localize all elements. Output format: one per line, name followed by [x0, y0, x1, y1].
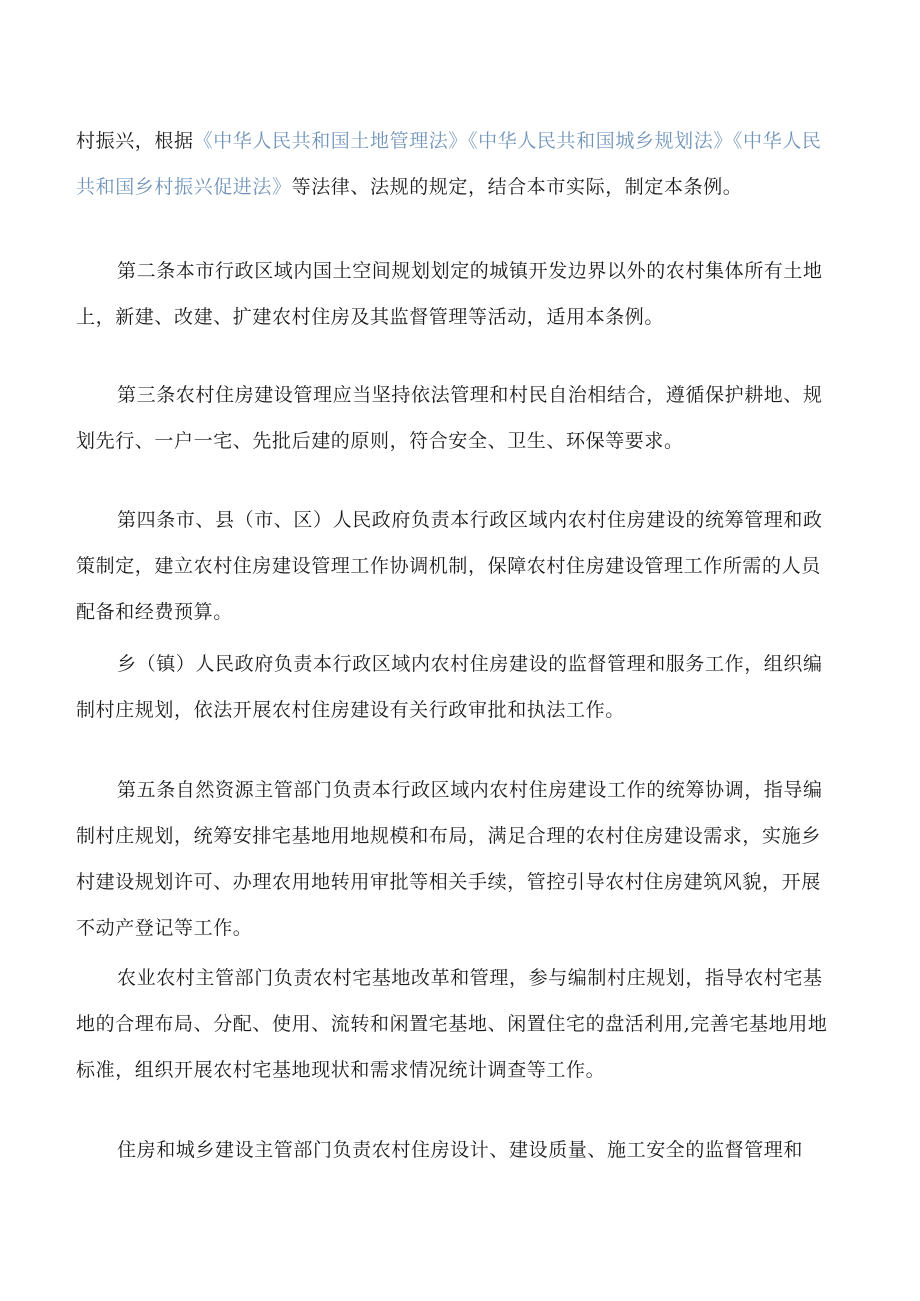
law-link-land-management[interactable]: 《中华人民共和国土地管理法》 — [193, 130, 469, 152]
paragraph-article-5-housing: 住房和城乡建设主管部门负责农村住房设计、建设质量、施工安全的监督管理和 — [117, 1139, 804, 1161]
paragraph-article-5: 第五条自然资源主管部门负责本行政区域内农村住房建设工作的统筹协调，指导编制村庄规划，统筹安排宅基地用地规模和布局，满足合理的农村住房建设需求，实施乡村建设规划许可、办理农用地转用审批等相关手续，管控引导农村住房建筑风貌，开展不动产登记等工作。 — [76, 779, 823, 939]
paragraph-article-5-agriculture: 农业农村主管部门负责农村宅基地改革和管理，参与编制村庄规划，指导农村宅基地的合理布局、分配、使用、流转和闲置宅基地、闲置住宅的盘活利用,完善宅基地用地标准，组织开展农村宅基地现状和需求情况统计调查等工作。 — [76, 967, 828, 1081]
paragraph-article-4: 第四条市、县（市、区）人民政府负责本行政区域内农村住房建设的统筹管理和政策制定，建立农村住房建设管理工作协调机制，保障农村住房建设管理工作所需的人员配备和经费预算。 — [76, 509, 823, 623]
paragraph-article-3: 第三条农村住房建设管理应当坚持依法管理和村民自治相结合，遵循保护耕地、规划先行、一户一宅、先批后建的原则，符合安全、卫生、环保等要求。 — [76, 384, 823, 452]
paragraph-text: 村振兴，根据 — [76, 130, 194, 152]
paragraph-article-2: 第二条本市行政区域内国土空间规划划定的城镇开发边界以外的农村集体所有土地上，新建、改建、扩建农村住房及其监督管理等活动，适用本条例。 — [76, 260, 823, 328]
law-link-rural-revitalization[interactable]: 《中华人民共和国乡村振兴促进法》 — [76, 130, 822, 198]
paragraph-article-1-continued — [76, 118, 836, 210]
paragraph-text: 等法律、法规的规定，结合本市实际，制定本条例。 — [291, 176, 743, 198]
law-link-urban-rural-planning[interactable]: 《中华人民共和国城乡规划法》 — [468, 130, 733, 152]
paragraph-article-4-township: 乡（镇）人民政府负责本行政区域内农村住房建设的监督管理和服务工作，组织编制村庄规划，依法开展农村住房建设有关行政审批和执法工作。 — [76, 653, 823, 721]
